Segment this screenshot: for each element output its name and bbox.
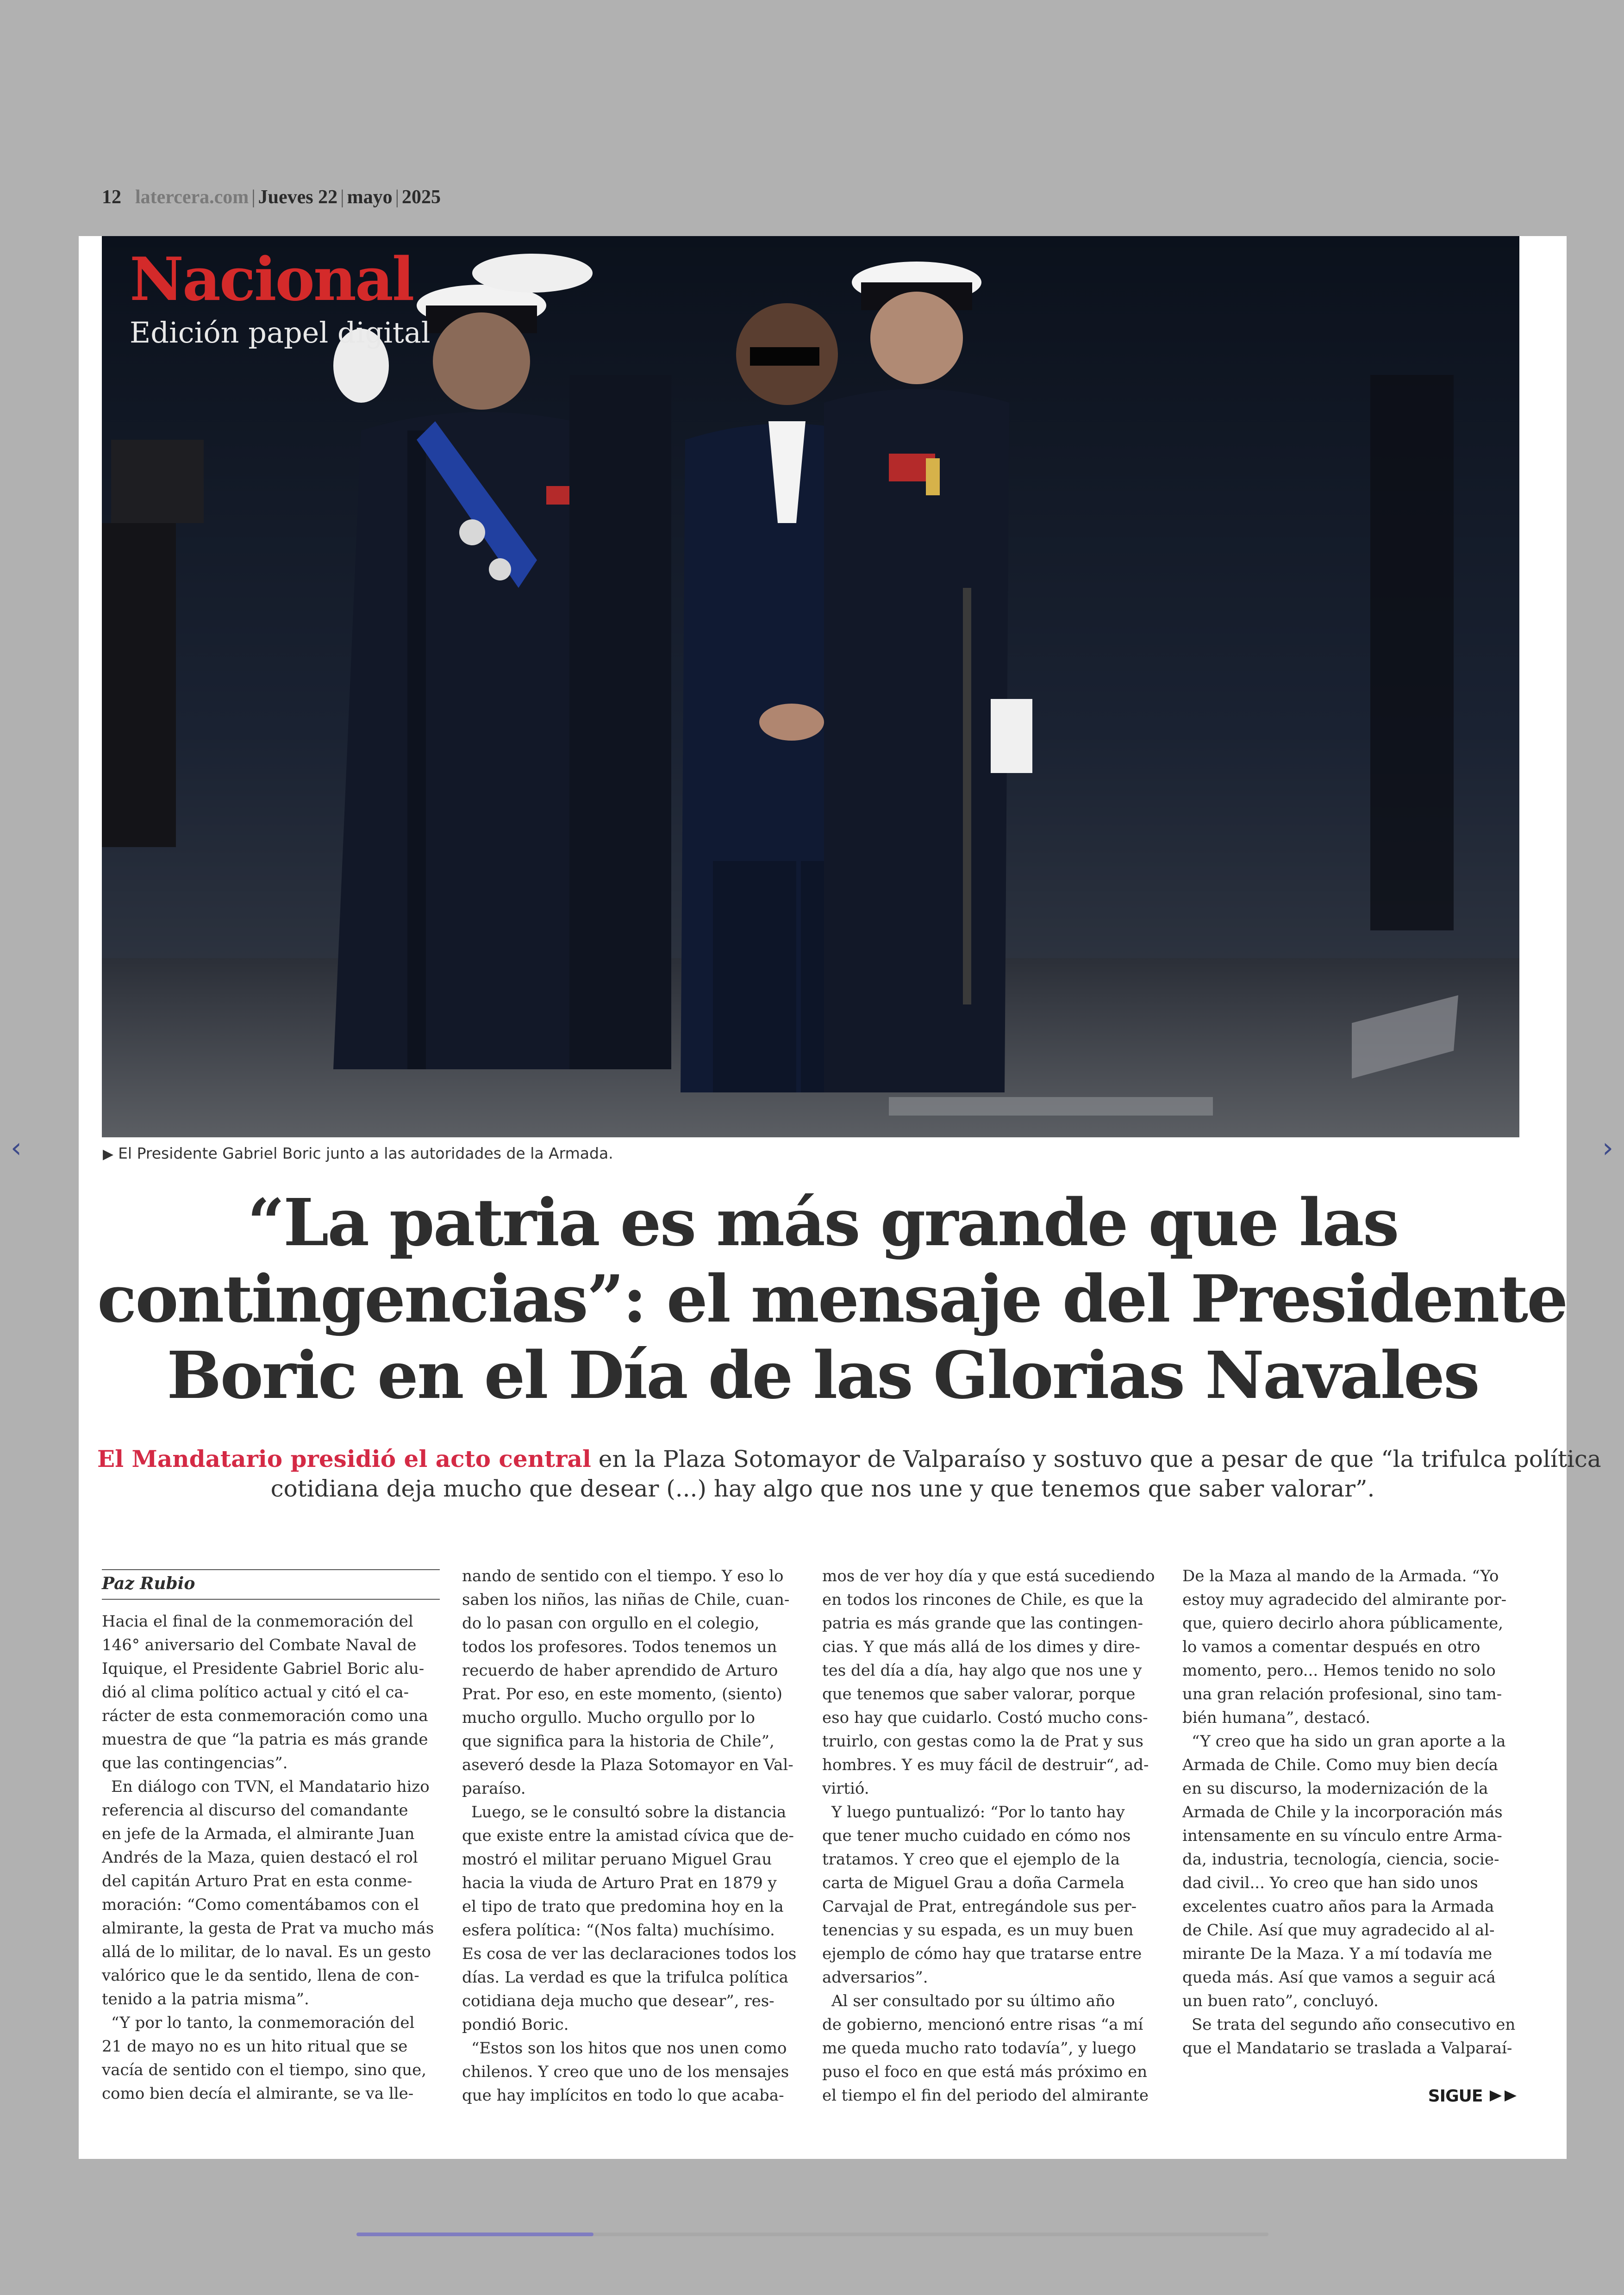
photo-caption — [103, 1144, 613, 1162]
photo-illustration — [102, 236, 1519, 1137]
article-line: tenido a la patria misma”. — [102, 1990, 309, 2008]
dek-line: cotidiana deja mucho que desear (...) hay algo que nos une y que tenemos que saber valorar”. — [270, 1475, 1375, 1502]
article-line: mucho orgullo. Mucho orgullo por lo — [462, 1709, 755, 1727]
article-line: de Chile. Así que muy agradecido al al- — [1182, 1921, 1495, 1940]
article-column-2 — [462, 1565, 800, 2108]
article-line: en su discurso, la modernización de la — [1182, 1779, 1488, 1798]
article-line: aseveró desde la Plaza Sotomayor en Val- — [462, 1756, 793, 1774]
article-line: Hacia el final de la conmemoración del — [102, 1612, 413, 1631]
article-line: dad civil... Yo creo que han sido unos — [1182, 1874, 1478, 1892]
article-line: Es cosa de ver las declaraciones todos los — [462, 1945, 797, 1963]
article-line: como bien decía el almirante, se va lle- — [102, 2084, 414, 2103]
article-line: Al ser consultado por su último año — [831, 1992, 1115, 2010]
article-line: una gran relación profesional, sino tam- — [1182, 1685, 1502, 1703]
article-line: que, quiero decirlo ahora públicamente, — [1182, 1614, 1504, 1633]
continue-link[interactable] — [1428, 2087, 1520, 2106]
article-line: referencia al discurso del comandante — [102, 1801, 408, 1820]
article-line: lo vamos a comentar después en otro — [1182, 1638, 1480, 1656]
article-line: Andrés de la Maza, quien destacó el rol — [102, 1848, 418, 1867]
article-line: 146° aniversario del Combate Naval de — [102, 1636, 417, 1654]
article-line: hacia la viuda de Arturo Prat en 1879 y — [462, 1874, 777, 1892]
article-line: allá de lo militar, de lo naval. Es un gesto — [102, 1943, 431, 1961]
article-line: que significa para la historia de Chile”, — [462, 1732, 775, 1751]
article-line: bién humana”, destacó. — [1182, 1709, 1370, 1727]
header-month: mayo — [347, 187, 393, 208]
article-line: carta de Miguel Grau a doña Carmela — [822, 1874, 1124, 1892]
article-line: valórico que le da sentido, llena de con- — [102, 1966, 419, 1985]
article-line: en jefe de la Armada, el almirante Juan — [102, 1825, 415, 1843]
article-line: que existe entre la amistad cívica que de- — [462, 1827, 794, 1845]
headline-line: “La patria es más grande que las — [247, 1185, 1398, 1261]
article-line: tratamos. Y creo que el ejemplo de la — [822, 1850, 1120, 1869]
article-column-1 — [102, 1610, 440, 2106]
article-line: el tiempo el fin del periodo del almirante — [822, 2086, 1149, 2105]
article-line: rácter de esta conmemoración como una — [102, 1707, 428, 1725]
page-number: 12 — [102, 187, 121, 208]
dek-line — [97, 1444, 1601, 1474]
article-line: intensamente en su vínculo entre Arma- — [1182, 1827, 1502, 1845]
article-line: almirante, la gesta de Prat va mucho más — [102, 1919, 434, 1938]
headline-line: contingencias”: el mensaje del Presidente — [97, 1261, 1567, 1337]
article-line: truirlo, con gestas como la de Prat y sus — [822, 1732, 1143, 1751]
article-line: todos los profesores. Todos tenemos un — [462, 1638, 777, 1656]
article-line: muestra de que “la patria es más grande — [102, 1730, 428, 1749]
article-line: me queda mucho rato todavía”, y luego — [822, 2039, 1137, 2058]
previous-page-arrow[interactable]: ‹ — [11, 1132, 22, 1164]
article-line: el tipo de trato que predomina hoy en la — [462, 1897, 784, 1916]
article-line: patria es más grande que las contingen- — [822, 1614, 1143, 1633]
article-line: queda más. Así que vamos a seguir acá — [1182, 1968, 1496, 1987]
article-column-4 — [1182, 1565, 1520, 2060]
article-line: estoy muy agradecido del almirante por- — [1182, 1590, 1507, 1609]
article-line: ejemplo de cómo hay que tratarse entre — [822, 1945, 1142, 1963]
article-line: dió al clima político actual y citó el ca- — [102, 1683, 409, 1702]
article-line: hombres. Y es muy fácil de destruir“, ad- — [822, 1756, 1149, 1774]
article-line: virtió. — [822, 1779, 869, 1798]
article-line: en todos los rincones de Chile, es que la — [822, 1590, 1144, 1609]
continue-label: SIGUE — [1428, 2087, 1483, 2106]
reader-progress-fill — [356, 2233, 593, 2236]
article-line: “Y por lo tanto, la conmemoración del — [111, 2014, 415, 2032]
dek — [97, 1444, 1601, 1503]
article-line: paraíso. — [462, 1779, 526, 1798]
article-line: tes del día a día, hay algo que nos une y — [822, 1661, 1142, 1680]
dek-highlight: El Mandatario presidió el acto central — [97, 1445, 591, 1472]
article-line: Y luego puntualizó: “Por lo tanto hay — [831, 1803, 1125, 1821]
article-line: nando de sentido con el tiempo. Y eso lo — [462, 1567, 784, 1585]
article-line: Se trata del segundo año consecutivo en — [1192, 2015, 1516, 2034]
headline — [97, 1185, 1567, 1414]
article-line: adversarios”. — [822, 1968, 928, 1987]
caption-text: El Presidente Gabriel Boric junto a las autoridades de la Armada. — [118, 1144, 613, 1162]
article-line: que hay implícitos en todo lo que acaba- — [462, 2086, 784, 2105]
article-line: 21 de mayo no es un hito ritual que se — [102, 2037, 408, 2056]
article-line: de gobierno, mencionó entre risas “a mí — [822, 2015, 1143, 2034]
article-line: un buen rato”, concluyó. — [1182, 1992, 1379, 2010]
article-line: pondió Boric. — [462, 2015, 569, 2034]
header-separator: | — [395, 187, 399, 208]
article-line: Carvajal de Prat, entregándole sus per- — [822, 1897, 1137, 1916]
article-line: “Estos son los hitos que nos unen como — [471, 2039, 787, 2058]
byline-rule — [102, 1569, 440, 1570]
article-line: excelentes cuatro años para la Armada — [1182, 1897, 1494, 1916]
reader-progress-bar[interactable] — [356, 2233, 1268, 2236]
article-line: mostró el militar peruano Miguel Grau — [462, 1850, 772, 1869]
byline: Paz Rubio — [102, 1574, 195, 1593]
article-line: que las contingencias”. — [102, 1754, 288, 1772]
next-page-arrow[interactable]: › — [1602, 1132, 1613, 1164]
article-line: Luego, se le consultó sobre la distancia — [471, 1803, 787, 1821]
dek-text: en la Plaza Sotomayor de Valparaíso y sostuvo que a pesar de que “la trifulca política — [591, 1446, 1601, 1472]
article-line: cias. Y que más allá de los dimes y dire- — [822, 1638, 1141, 1656]
article-line: Iquique, el Presidente Gabriel Boric alu- — [102, 1659, 425, 1678]
header-separator: | — [251, 187, 256, 208]
article-line: cotidiana deja mucho que desear”, res- — [462, 1992, 775, 2010]
article-line: do lo pasan con orgullo en el colegio, — [462, 1614, 760, 1633]
article-line: vacía de sentido con el tiempo, sino que, — [102, 2061, 427, 2079]
article-column-3 — [822, 1565, 1160, 2108]
article-line: momento, pero... Hemos tenido no solo — [1182, 1661, 1496, 1680]
article-line: del capitán Arturo Prat en esta conme- — [102, 1872, 412, 1890]
article-line: que el Mandatario se traslada a Valparaí- — [1182, 2039, 1512, 2058]
article-line: esfera política: “(Nos falta) muchísimo. — [462, 1921, 775, 1940]
newspaper-page — [79, 236, 1601, 2159]
headline-line: Boric en el Día de las Glorias Navales — [167, 1338, 1479, 1414]
page-header — [102, 184, 441, 210]
article-line: mos de ver hoy día y que está sucediendo — [822, 1567, 1155, 1585]
header-separator: | — [340, 187, 344, 208]
double-play-arrows-icon — [1488, 2089, 1520, 2103]
article-line: que tenemos que saber valorar, porque — [822, 1685, 1136, 1703]
article-line: chilenos. Y creo que uno de los mensajes — [462, 2063, 789, 2081]
article-line: eso hay que cuidarlo. Costó mucho cons- — [822, 1709, 1148, 1727]
article-line: que tener mucho cuidado en cómo nos — [822, 1827, 1131, 1845]
article-line: recuerdo de haber aprendido de Arturo — [462, 1661, 778, 1680]
header-day: Jueves 22 — [258, 187, 338, 208]
article-line: moración: “Como comentábamos con el — [102, 1896, 419, 1914]
article-line: mirante De la Maza. Y a mí todavía me — [1182, 1945, 1493, 1963]
article-line: Armada de Chile. Como muy bien decía — [1182, 1756, 1498, 1774]
article-line: De la Maza al mando de la Armada. “Yo — [1182, 1567, 1499, 1585]
article-line: saben los niños, las niñas de Chile, cuan- — [462, 1590, 790, 1609]
lead-photo — [102, 236, 1519, 1137]
header-year: 2025 — [402, 187, 441, 208]
section-subtitle: Edición papel digital — [130, 316, 431, 349]
article-line: Prat. Por eso, en este momento, (siento) — [462, 1685, 783, 1703]
article-line: Armada de Chile y la incorporación más — [1182, 1803, 1503, 1821]
site-name: latercera.com — [135, 187, 249, 208]
article-line: días. La verdad es que la trifulca política — [462, 1968, 788, 1987]
article-line: tenencias y su espada, es un muy buen — [822, 1921, 1134, 1940]
article-line: “Y creo que ha sido un gran aporte a la — [1192, 1732, 1506, 1751]
caption-marker-icon: ▶ — [103, 1146, 114, 1162]
article-line: da, industria, tecnología, ciencia, socie- — [1182, 1850, 1499, 1869]
section-title: Nacional — [130, 245, 413, 314]
byline-rule — [102, 1599, 440, 1600]
article-line: En diálogo con TVN, el Mandatario hizo — [111, 1777, 430, 1796]
article-line: puso el foco en que está más próximo en — [822, 2063, 1148, 2081]
